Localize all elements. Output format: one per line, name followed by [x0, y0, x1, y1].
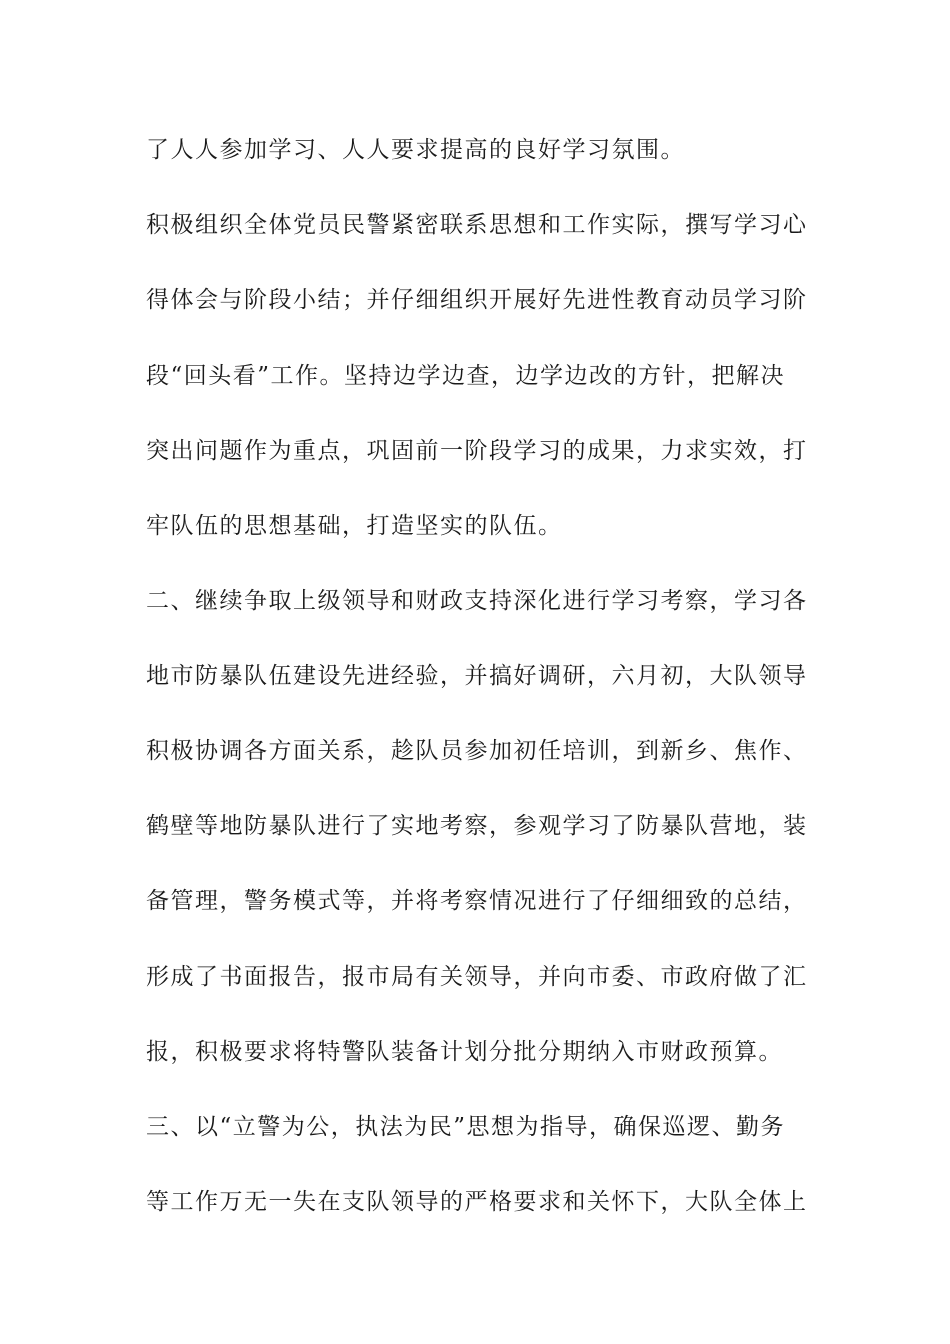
paragraph-line: 鹤壁等地防暴队进行了实地考察，参观学习了防暴队营地，装 [146, 813, 808, 839]
paragraph-line: 备管理，警务模式等，并将考察情况进行了仔细细致的总结， [146, 888, 808, 914]
paragraph-line: 了人人参加学习、人人要求提高的良好学习氛围。 [146, 137, 685, 163]
paragraph-line: 牢队伍的思想基础，打造坚实的队伍。 [146, 513, 563, 539]
paragraph-line: 地市防暴队伍建设先进经验，并搞好调研，六月初，大队领导 [146, 663, 808, 689]
paragraph-line: 积极组织全体党员民警紧密联系思想和工作实际，撰写学习心 [146, 212, 808, 238]
paragraph-line: 突出问题作为重点，巩固前一阶段学习的成果，力求实效，打 [146, 438, 808, 464]
paragraph-line: 积极协调各方面关系，趁队员参加初任培训，到新乡、焦作、 [146, 738, 808, 764]
paragraph-line: 得体会与阶段小结；并仔细组织开展好先进性教育动员学习阶 [146, 287, 808, 313]
paragraph-line: 等工作万无一失在支队领导的严格要求和关怀下，大队全体上 [146, 1189, 808, 1215]
paragraph-line: 二、继续争取上级领导和财政支持深化进行学习考察，学习各 [146, 588, 808, 614]
paragraph-line: 段“回头看”工作。坚持边学边查，边学边改的方针，把解决 [146, 363, 786, 389]
paragraph-line: 三、以“立警为公，执法为民”思想为指导，确保巡逻、勤务 [146, 1114, 786, 1140]
paragraph-line: 形成了书面报告，报市局有关领导，并向市委、市政府做了汇 [146, 964, 808, 990]
paragraph-line: 报，积极要求将特警队装备计划分批分期纳入市财政预算。 [146, 1039, 783, 1065]
